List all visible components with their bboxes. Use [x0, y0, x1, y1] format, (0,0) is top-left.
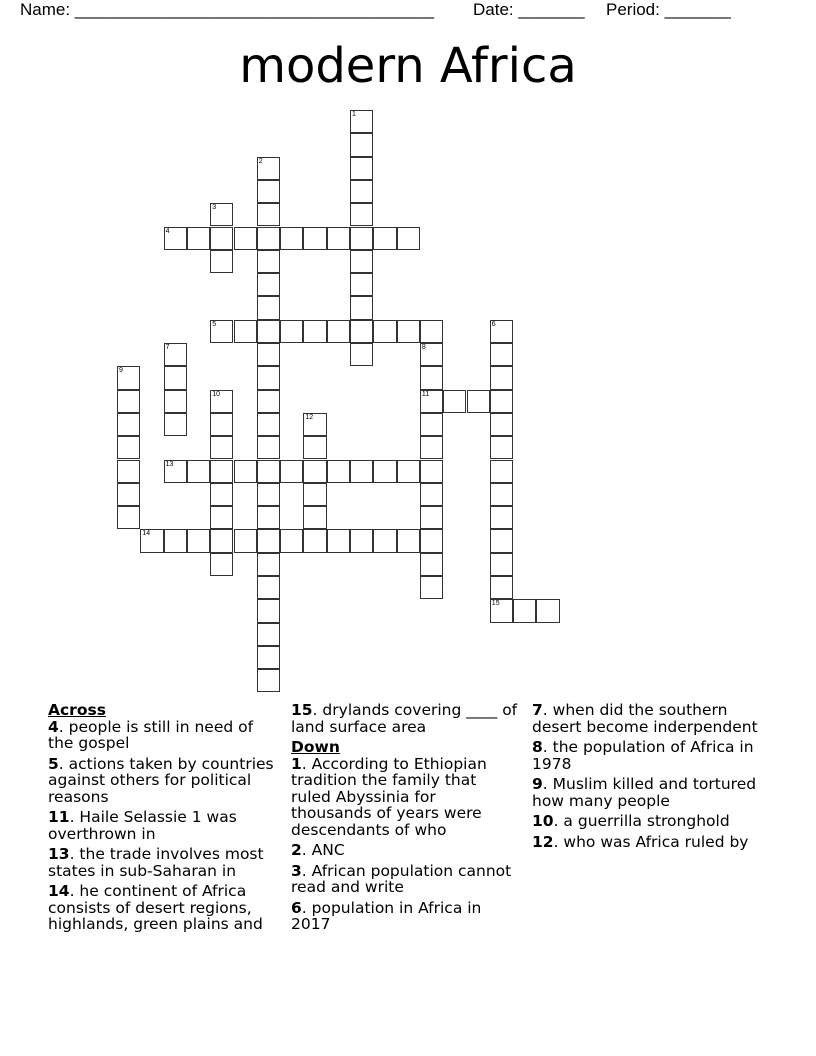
crossword-cell[interactable]: [257, 460, 280, 483]
page-title: modern Africa: [239, 38, 577, 94]
crossword-cell[interactable]: [397, 460, 420, 483]
crossword-cell[interactable]: [397, 227, 420, 250]
crossword-cell[interactable]: [373, 227, 396, 250]
crossword-cell[interactable]: [373, 460, 396, 483]
crossword-cell[interactable]: [164, 413, 187, 436]
crossword-cell[interactable]: [257, 157, 280, 180]
crossword-cell[interactable]: [490, 413, 513, 436]
crossword-cell[interactable]: [187, 460, 210, 483]
clue-number: 15: [291, 701, 313, 719]
crossword-cell[interactable]: [187, 227, 210, 250]
crossword-cell[interactable]: [234, 320, 257, 343]
clue-text: . Muslim killed and tortured how many people: [532, 775, 757, 810]
crossword-cell[interactable]: [303, 483, 326, 506]
clue-text: . population in Africa in 2017: [291, 898, 482, 933]
crossword-cell[interactable]: [117, 506, 140, 529]
down-clue: [291, 756, 521, 839]
crossword-cell[interactable]: [467, 390, 490, 413]
crossword-cell[interactable]: [164, 227, 187, 250]
down-clue: [291, 842, 521, 859]
period-label: Period:: [606, 0, 665, 19]
clue-number: 5: [212, 320, 217, 328]
period-blank[interactable]: _______: [664, 0, 731, 19]
crossword-cell[interactable]: [257, 576, 280, 599]
clue-number: 14: [142, 530, 151, 538]
crossword-cell[interactable]: [350, 250, 373, 273]
crossword-cell[interactable]: [257, 203, 280, 226]
crossword-cell[interactable]: [257, 366, 280, 389]
crossword-cell[interactable]: [350, 133, 373, 156]
crossword-cell[interactable]: [303, 506, 326, 529]
clue-text: . According to Ethiopian tradition the family that ruled Abyssinia for thousands of years were descendants of who: [291, 754, 487, 839]
crossword-cell[interactable]: [257, 669, 280, 692]
crossword-cell[interactable]: [490, 343, 513, 366]
clue-number: 6: [491, 320, 496, 328]
crossword-cell[interactable]: [257, 436, 280, 459]
clue-number: 6: [291, 898, 302, 917]
crossword-cell[interactable]: [117, 436, 140, 459]
crossword-cell[interactable]: [397, 529, 420, 552]
crossword-cell[interactable]: [490, 576, 513, 599]
date-label: Date:: [473, 0, 519, 19]
crossword-cell[interactable]: [490, 506, 513, 529]
crossword-cell[interactable]: [303, 320, 326, 343]
crossword-cell[interactable]: [257, 413, 280, 436]
crossword-cell[interactable]: [257, 343, 280, 366]
crossword-cell[interactable]: [257, 506, 280, 529]
crossword-cell[interactable]: [210, 227, 233, 250]
clue-text: . the population of Africa in 1978: [532, 738, 754, 773]
crossword-cell[interactable]: [373, 529, 396, 552]
crossword-cell[interactable]: [210, 203, 233, 226]
crossword-cell[interactable]: [303, 227, 326, 250]
crossword-cell[interactable]: [327, 529, 350, 552]
clue-number: 4: [165, 227, 170, 235]
clue-number: 3: [291, 861, 302, 880]
across-heading: Across: [48, 701, 106, 719]
crossword-cell[interactable]: [490, 529, 513, 552]
crossword-cell[interactable]: [420, 390, 443, 413]
crossword-cell[interactable]: [420, 553, 443, 576]
clue-number: 12: [532, 832, 554, 851]
clue-number: 1: [291, 754, 302, 773]
period-field[interactable]: [606, 0, 731, 20]
down-clue: [532, 739, 772, 772]
down-clue: [532, 776, 772, 809]
crossword-cell[interactable]: [164, 529, 187, 552]
crossword-cell[interactable]: [350, 273, 373, 296]
crossword-cell[interactable]: [164, 343, 187, 366]
crossword-cell[interactable]: [234, 227, 257, 250]
crossword-cell[interactable]: [210, 529, 233, 552]
crossword-cell[interactable]: [280, 320, 303, 343]
crossword-cell[interactable]: [117, 483, 140, 506]
crossword-cell[interactable]: [234, 529, 257, 552]
crossword-cell[interactable]: [164, 390, 187, 413]
clues-column-3: [532, 702, 772, 854]
crossword-cell[interactable]: [490, 599, 513, 622]
crossword-cell[interactable]: [327, 460, 350, 483]
clue-number: 9: [532, 775, 543, 793]
crossword-cell[interactable]: [257, 250, 280, 273]
crossword-cell[interactable]: [117, 413, 140, 436]
crossword-cell[interactable]: [350, 203, 373, 226]
crossword-cell[interactable]: [257, 390, 280, 413]
clue-text: . when did the southern desert become inderpendent: [532, 701, 758, 736]
clue-number: 5: [48, 754, 59, 773]
clue-number: 2: [291, 841, 302, 859]
clue-text: . Haile Selassie 1 was overthrown in: [48, 808, 237, 843]
name-field[interactable]: [20, 0, 434, 20]
clues-column-2: [291, 702, 521, 937]
clue-number: 13: [48, 845, 70, 863]
across-clue: [48, 756, 278, 806]
crossword-cell[interactable]: [257, 273, 280, 296]
crossword-cell[interactable]: [257, 529, 280, 552]
across-clues: [48, 702, 278, 937]
down-clue: [532, 834, 772, 851]
crossword-cell[interactable]: [257, 180, 280, 203]
crossword-cell[interactable]: [490, 553, 513, 576]
crossword-cell[interactable]: [257, 320, 280, 343]
clue-text: . he continent of Africa consists of desert regions, highlands, green plains and: [48, 882, 263, 933]
crossword-cell[interactable]: [303, 460, 326, 483]
crossword-cell[interactable]: [490, 460, 513, 483]
crossword-cell[interactable]: [420, 436, 443, 459]
crossword-cell[interactable]: [140, 529, 163, 552]
crossword-cell[interactable]: [350, 296, 373, 319]
crossword-cell[interactable]: [443, 390, 466, 413]
crossword-cell[interactable]: [117, 366, 140, 389]
crossword-cell[interactable]: [420, 506, 443, 529]
clue-number: 1: [352, 111, 356, 118]
clue-number: 8: [532, 738, 543, 756]
crossword-cell[interactable]: [513, 599, 536, 622]
crossword-cell[interactable]: [303, 413, 326, 436]
crossword-cell[interactable]: [257, 646, 280, 669]
crossword-cell[interactable]: [536, 599, 559, 622]
crossword-cell[interactable]: [327, 227, 350, 250]
clue-number: 12: [305, 413, 314, 421]
clue-text: . African population cannot read and write: [291, 861, 512, 896]
crossword-cell[interactable]: [490, 436, 513, 459]
clue-text: . a guerrilla stronghold: [553, 812, 730, 830]
clue-text: . drylands covering ____ of land surface area: [291, 701, 518, 736]
clue-text: . the trade involves most states in sub-Saharan in: [48, 845, 264, 880]
clue-number: 8: [421, 344, 426, 351]
crossword-cell[interactable]: [210, 250, 233, 273]
crossword-cell[interactable]: [234, 460, 257, 483]
crossword-cell[interactable]: [117, 390, 140, 413]
crossword-cell[interactable]: [490, 320, 513, 343]
crossword-cell[interactable]: [164, 366, 187, 389]
clue-text: . actions taken by countries against others for political reasons: [48, 754, 274, 806]
clue-number: 14: [48, 882, 70, 900]
clue-number: 10: [212, 390, 220, 398]
crossword-cell[interactable]: [350, 343, 373, 366]
crossword-cell[interactable]: [303, 529, 326, 552]
crossword-cell[interactable]: [420, 320, 443, 343]
clue-number: 10: [532, 812, 554, 830]
across-clue: [48, 883, 278, 933]
crossword-cell[interactable]: [350, 180, 373, 203]
across-clue: [48, 846, 278, 879]
crossword-cell[interactable]: [373, 320, 396, 343]
crossword-cell[interactable]: [257, 599, 280, 622]
crossword-cell[interactable]: [210, 390, 233, 413]
crossword-cell[interactable]: [420, 576, 443, 599]
clue-number: 9: [119, 367, 123, 375]
crossword-cell[interactable]: [490, 390, 513, 413]
crossword-cell[interactable]: [210, 506, 233, 529]
crossword-cell[interactable]: [350, 110, 373, 133]
crossword-cell[interactable]: [117, 460, 140, 483]
crossword-cell[interactable]: [210, 436, 233, 459]
crossword-cell[interactable]: [350, 320, 373, 343]
clue-number: 15: [491, 600, 500, 608]
crossword-cell[interactable]: [303, 436, 326, 459]
date-field[interactable]: [473, 0, 585, 20]
crossword-cell[interactable]: [187, 529, 210, 552]
crossword-cell[interactable]: [327, 320, 350, 343]
crossword-cell[interactable]: [280, 460, 303, 483]
clue-text: . people is still in need of the gospel: [48, 717, 254, 752]
clue-number: 13: [165, 460, 174, 468]
across-clue: [48, 719, 278, 752]
crossword-cell[interactable]: [397, 320, 420, 343]
crossword-cell[interactable]: [210, 413, 233, 436]
crossword-cell[interactable]: [350, 529, 373, 552]
crossword-cell[interactable]: [257, 553, 280, 576]
crossword-cell[interactable]: [280, 529, 303, 552]
crossword-cell[interactable]: [350, 460, 373, 483]
down-clue: [291, 863, 521, 896]
date-blank[interactable]: _______: [518, 0, 585, 19]
crossword-cell[interactable]: [490, 366, 513, 389]
clue-text: . ANC: [301, 841, 345, 859]
crossword-cell[interactable]: [490, 483, 513, 506]
crossword-cell[interactable]: [420, 529, 443, 552]
clue-number: 3: [212, 204, 217, 212]
clue-text: . who was Africa ruled by: [553, 832, 749, 851]
name-label: Name:: [20, 0, 75, 19]
crossword-cell[interactable]: [257, 623, 280, 646]
clue-number: 7: [532, 701, 543, 719]
across-clue: [48, 809, 278, 842]
clue-number: 4: [48, 717, 59, 736]
crossword-cell[interactable]: [350, 227, 373, 250]
name-blank[interactable]: ______________________________________: [74, 0, 435, 19]
crossword-cell[interactable]: [420, 366, 443, 389]
crossword-cell[interactable]: [164, 460, 187, 483]
crossword-cell[interactable]: [257, 227, 280, 250]
down-clue: [532, 813, 772, 830]
crossword-cell[interactable]: [420, 413, 443, 436]
clue-number: 11: [48, 808, 70, 826]
down-heading: Down: [291, 738, 340, 756]
across-clue: [291, 702, 521, 735]
clue-number: 11: [421, 390, 430, 398]
down-clue: [291, 900, 521, 933]
crossword-cell[interactable]: [420, 343, 443, 366]
crossword-cell[interactable]: [350, 157, 373, 180]
crossword-cell[interactable]: [420, 483, 443, 506]
crossword-cell[interactable]: [420, 460, 443, 483]
crossword-cell[interactable]: [257, 296, 280, 319]
crossword-cell[interactable]: [210, 483, 233, 506]
crossword-cell[interactable]: [210, 320, 233, 343]
crossword-cell[interactable]: [210, 460, 233, 483]
clue-number: 2: [258, 157, 263, 165]
crossword-cell[interactable]: [257, 483, 280, 506]
down-clue: [532, 702, 772, 735]
clue-number: 7: [165, 344, 170, 351]
crossword-cell[interactable]: [210, 553, 233, 576]
crossword-cell[interactable]: [280, 227, 303, 250]
